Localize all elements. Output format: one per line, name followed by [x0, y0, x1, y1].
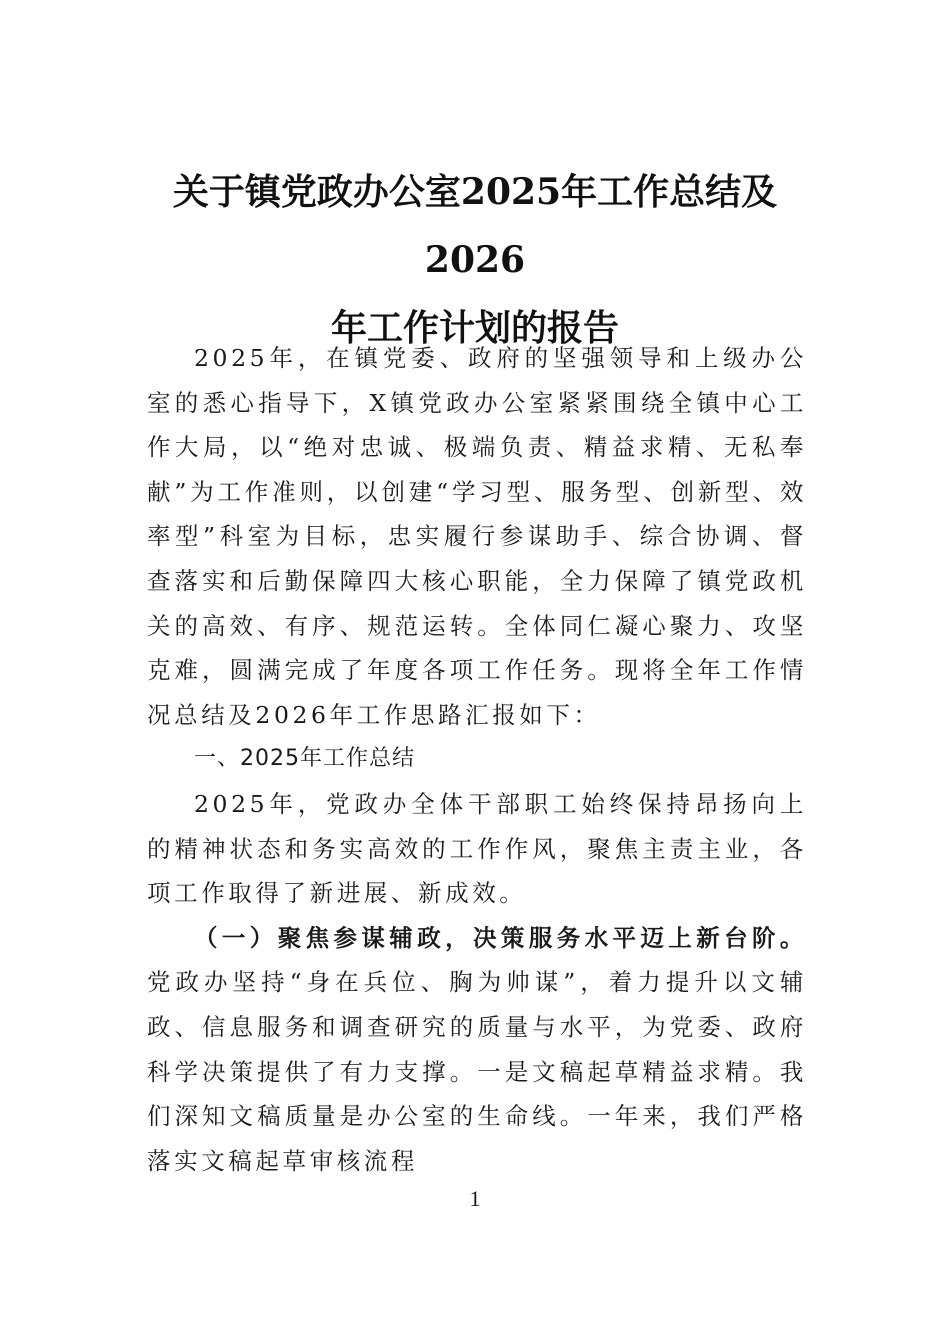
document-body — [147, 336, 807, 1183]
paragraph-summary: 2025年，党政办全体干部职工始终保持昂扬向上的精神状态和务实高效的工作作风，聚焦主责主业，各项工作取得了新进展、新成效。 — [147, 789, 807, 908]
page-number: 1 — [469, 1186, 481, 1211]
subsection-heading-1: （一）聚焦参谋辅政，决策服务水平迈上新台阶。 — [194, 923, 807, 952]
subsection-text-1: 党政办坚持“身在兵位、胸为帅谋”，着力提升以文辅政、信息服务和调查研究的质量与水平，为党委、政府科学决策提供了有力支撑。一是文稿起草精益求精。我们深知文稿质量是办公室的生命线。一年来，我们严格落实文稿起草审核流程 — [147, 968, 807, 1175]
title-line-1: 关于镇党政办公室2025年工作总结及2026 — [172, 171, 778, 281]
section-heading-1: 一、2025年工作总结 — [194, 746, 415, 772]
paragraph-intro: 2025年，在镇党委、政府的坚强领导和上级办公室的悉心指导下，X镇党政办公室紧紧围绕全镇中心工作大局，以“绝对忠诚、极端负责、精益求精、无私奉献”为工作准则，以创建“学习型、服务型、创新型、效率型”科室为目标，忠实履行参谋助手、综合协调、督查落实和后勤保障四大核心职能，全力保障了镇党政机关的高效、有序、规范运转。全体同仁凝心聚力、攻坚克难，圆满完成了年度各项工作任务。现将全年工作情况总结及2026年工作思路汇报如下： — [147, 344, 807, 729]
document-title — [130, 158, 820, 362]
title-line-2: 年工作计划的报告 — [330, 307, 619, 349]
paragraph-subsection-1 — [147, 916, 807, 1184]
